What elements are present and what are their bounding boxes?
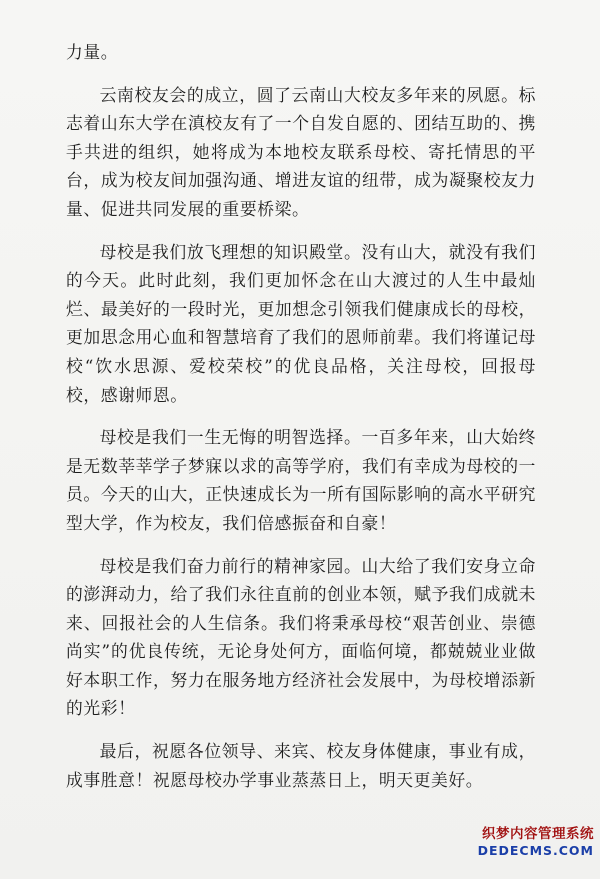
paragraph-closing-wishes: 最后，祝愿各位领导、来宾、校友身体健康，事业有成，成事胜意！祝愿母校办学事业蒸蒸日上，明天更美好。 [66,741,536,790]
watermark-en-text: DEDECMS.COM [477,842,594,858]
paragraph-knowledge-hall: 母校是我们放飞理想的知识殿堂。没有山大，就没有我们的今天。此时此刻，我们更加怀念在山大渡过的人生中最灿烂、最美好的一段时光，更加想念引领我们健康成长的母校，更加思念用心血和智慧培育了我们的恩师前辈。我们将谨记母校“饮水思源、爱校荣校”的优良品格，关注母校，回报母校，感谢师恩。 [66,241,536,405]
watermark [478,828,594,857]
paragraph-spiritual-home: 母校是我们奋力前行的精神家园。山大给了我们安身立命的澎湃动力，给了我们永往直前的创业本领，赋予我们成就未来、回报社会的人生信条。我们将秉承母校“艰苦创业、崇德尚实”的优良传统，无论身处何方，面临何境，都兢兢业业做好本职工作，努力在服务地方经济社会发展中，为母校增添新的光彩！ [66,555,536,719]
letter-body [66,38,536,808]
paragraph-continuation: 力量。 [66,42,119,62]
paragraph-wise-choice: 母校是我们一生无悔的明智选择。一百多年来，山大始终是无数莘莘学子梦寐以求的高等学府，我们有幸成为母校的一员。今天的山大，正快速成长为一所有国际影响的高水平研究型大学，作为校友，我们倍感振奋和自豪！ [66,427,536,533]
paragraph-alumni-association: 云南校友会的成立，圆了云南山大校友多年来的夙愿。标志着山东大学在滇校友有了一个自发自愿的、团结互助的、携手共进的组织，她将成为本地校友联系母校、寄托情思的平台，成为校友间加强沟通、增进友谊的纽带，成为凝聚校友力量、促进共同发展的重要桥梁。 [66,84,536,219]
watermark-cn-text: 织梦内容管理系统 [482,826,594,842]
